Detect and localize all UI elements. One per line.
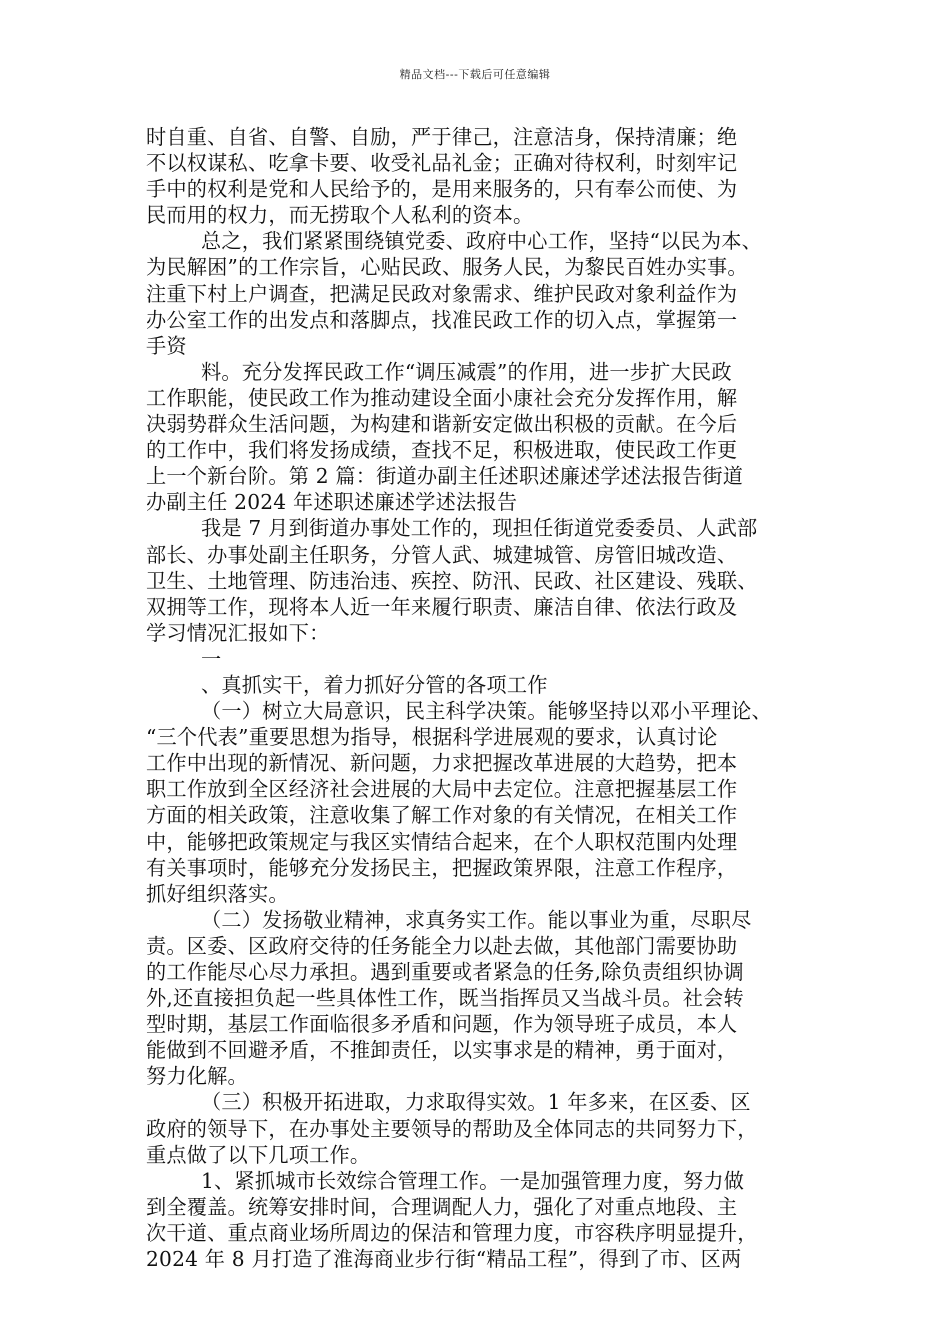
text-line: 注重下村上户调查，把满足民政对象需求、维护民政对象利益作为 <box>146 281 738 306</box>
text-line: 抓好组织落实。 <box>146 881 289 906</box>
text-line: （二）发扬敬业精神，求真务实工作。能以事业为重，尽职尽 <box>201 907 752 932</box>
text-line: 学习情况汇报如下： <box>146 620 330 645</box>
text-line: 的工作能尽心尽力承担。遇到重要或者紧急的任务,除负责组织协调 <box>146 960 744 984</box>
text-line: 方面的相关政策，注意收集了解工作对象的有关情况，在相关工作 <box>146 803 738 828</box>
page-header: 精品文档---下载后可任意编辑 <box>399 68 551 81</box>
text-line: 卫生、土地管理、防违治违、疾控、防汛、民政、社区建设、残联、 <box>146 568 758 593</box>
text-line: 手资 <box>146 333 187 358</box>
text-line: 双拥等工作，现将本人近一年来履行职责、廉洁自律、依法行政及 <box>146 594 738 619</box>
text-line: 2024 年 8 月打造了淮海商业步行街“精品工程”，得到了市、区两 <box>146 1247 742 1272</box>
text-line: 手中的权利是党和人民给予的，是用来服务的，只有奉公而使、为 <box>146 177 738 202</box>
document-body <box>146 124 808 1272</box>
text-line: 的工作中，我们将发扬成绩，查找不足，积极进取，使民政工作更 <box>146 438 738 463</box>
text-line: 责。区委、区政府交待的任务能全力以赴去做，其他部门需要协助 <box>146 933 738 958</box>
text-line: 部长、办事处副主任职务，分管人武、城建城管、房管旧城改造、 <box>146 542 738 567</box>
text-line: 时自重、自省、自警、自励，严于律己，注意洁身，保持清廉；绝 <box>146 125 738 149</box>
text-line: 办副主任 2024 年述职述廉述学述法报告 <box>146 490 518 515</box>
text-line: 中，能够把政策规定与我区实情结合起来，在个人职权范围内处理 <box>146 829 738 854</box>
text-line: 我是 7 月到街道办事处工作的，现担任街道党委委员、人武部 <box>201 516 758 541</box>
text-line: 工作中出现的新情况、新问题，力求把握改革进展的大趋势，把本 <box>146 751 738 776</box>
text-line: 次干道、重点商业场所周边的保洁和管理力度，市容秩序明显提升， <box>146 1220 758 1245</box>
text-line: 到全覆盖。统筹安排时间，合理调配人力，强化了对重点地段、主 <box>146 1194 738 1219</box>
text-line: 1、紧抓城市长效综合管理工作。一是加强管理力度，努力做 <box>201 1168 745 1193</box>
text-line: 办公室工作的出发点和落脚点，找准民政工作的切入点，掌握第一 <box>146 307 738 332</box>
text-line: （一）树立大局意识，民主科学决策。能够坚持以邓小平理论、 <box>201 699 772 724</box>
text-line: 能做到不回避矛盾，不推卸责任，以实事求是的精神，勇于面对， <box>146 1038 738 1063</box>
text-line: 型时期，基层工作面临很多矛盾和问题，作为领导班子成员，本人 <box>146 1012 738 1037</box>
text-line: 料。充分发挥民政工作“调压减震”的作用，进一步扩大民政 <box>201 359 732 384</box>
text-line: 重点做了以下几项工作。 <box>146 1142 371 1167</box>
text-line: （三）积极开拓进取，力求取得实效。1 年多来，在区委、区 <box>201 1090 751 1115</box>
text-line: 上一个新台阶。第 2 篇：街道办副主任述职述廉述学述法报告街道 <box>146 464 744 489</box>
text-line: 总之，我们紧紧围绕镇党委、政府中心工作，坚持“以民为本、 <box>201 229 762 254</box>
text-line: 决弱势群众生活问题，为构建和谐新安定做出积极的贡献。在今后 <box>146 412 738 437</box>
text-line: 努力化解。 <box>146 1064 248 1089</box>
text-line: 民而用的权力，而无捞取个人私利的资本。 <box>146 203 534 228</box>
text-line: 有关事项时，能够充分发扬民主，把握政策界限，注意工作程序， <box>146 855 738 880</box>
text-line: 一 <box>201 646 222 671</box>
text-line: 外,还直接担负起一些具体性工作，既当指挥员又当战斗员。社会转 <box>146 986 744 1011</box>
text-line: 工作职能，使民政工作为推动建设全面小康社会充分发挥作用，解 <box>146 385 738 410</box>
text-line: 、真抓实干，着力抓好分管的各项工作 <box>201 672 548 697</box>
text-line: “三个代表”重要思想为指导，根据科学进展观的要求，认真讨论 <box>146 725 718 750</box>
text-line: 不以权谋私、吃拿卡要、收受礼品礼金；正确对待权利，时刻牢记 <box>146 151 738 176</box>
text-line: 政府的领导下，在办事处主要领导的帮助及全体同志的共同努力下， <box>146 1116 758 1141</box>
text-line: 为民解困”的工作宗旨，心贴民政、服务人民，为黎民百姓办实事。 <box>146 255 748 280</box>
text-line: 职工作放到全区经济社会进展的大局中去定位。注意把握基层工作 <box>146 777 738 802</box>
